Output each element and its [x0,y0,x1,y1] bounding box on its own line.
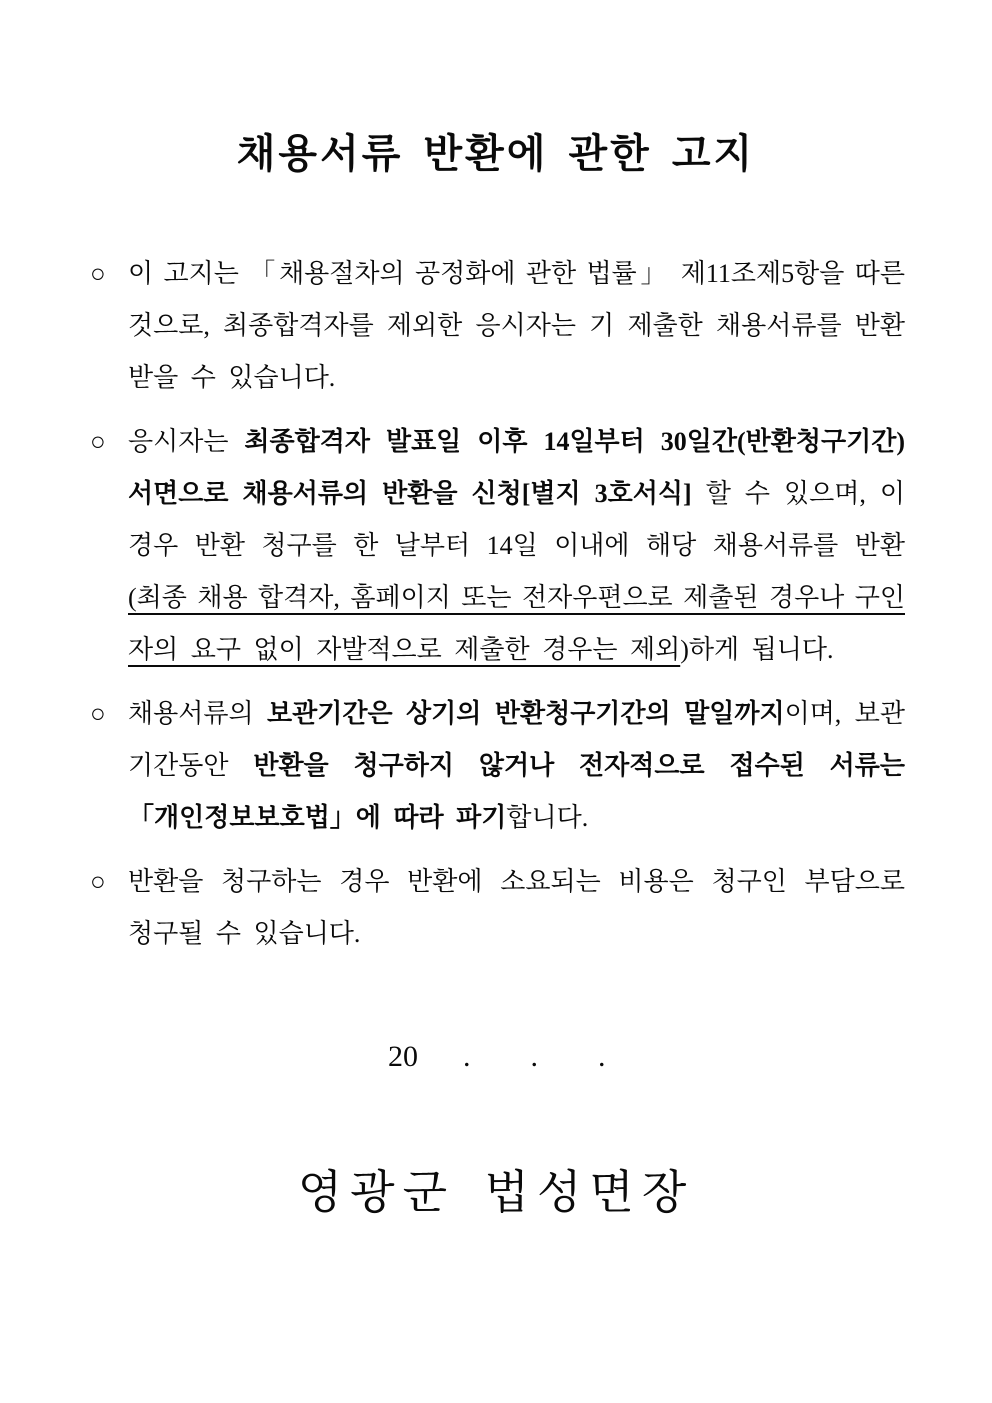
bullet-item [92,248,905,404]
text-line [128,352,905,404]
page-title: 채용서류 반환에 관한 고지 [236,132,756,176]
text-line [128,468,905,520]
text-segment: 받을 수 있습니다. [128,363,336,392]
text-segment: 할 수 있으며, 이 [691,479,905,508]
text-segment: 이며, 보관 [784,699,905,728]
text-segment: )하게 됩니다. [680,635,834,664]
text-line [128,572,905,624]
text-segment: 「개인정보보호법」에 따라 파기 [128,803,507,832]
text-line [128,520,905,572]
text-segment: 보관기간은 상기의 반환청구기간의 말일까지 [267,699,785,728]
text-segment: 것으로, 최종합격자를 제외한 응시자는 기 제출한 채용서류를 반환 [128,311,905,340]
text-segment: 응시자는 [128,427,245,456]
text-segment: 반환을 청구하지 않거나 전자적으로 접수된 서류는 [253,751,905,780]
date-line: 20 . . . [388,1040,606,1073]
circle-bullet-marker: ○ [90,259,106,288]
text-segment: 채용서류의 [128,699,268,728]
text-line [128,856,905,908]
circle-bullet-marker: ○ [90,867,106,896]
text-line [128,300,905,352]
text-line [128,688,905,740]
text-line [128,248,905,300]
signature-issuer: 영광군 법성면장 [297,1167,695,1218]
text-segment: 서면으로 채용서류의 반환을 신청[별지 3호서식] [128,479,692,508]
text-line [128,908,905,960]
text-line [128,416,905,468]
text-segment: 기간동안 [128,751,254,780]
text-segment: 반환을 청구하는 경우 반환에 소요되는 비용은 청구인 부담으로 [128,867,905,896]
circle-bullet-marker: ○ [90,699,106,728]
text-line [128,624,905,676]
bullet-item [92,416,905,676]
bullet-item [92,856,905,960]
text-segment: 청구될 수 있습니다. [128,919,361,948]
text-segment: 합니다. [506,803,589,832]
text-segment: 이 고지는 「채용절차의 공정화에 관한 법률」 제11조제5항을 따른 [128,259,905,288]
notice-bullets [92,248,905,960]
text-line [128,792,905,844]
bullet-item [92,688,905,844]
text-segment: (최종 채용 합격자, 홈페이지 또는 전자우편으로 제출된 경우나 구인 [128,583,905,612]
text-line [128,740,905,792]
circle-bullet-marker: ○ [90,427,106,456]
text-segment: 경우 반환 청구를 한 날부터 14일 이내에 해당 채용서류를 반환 [128,531,905,560]
text-segment: 자의 요구 없이 자발적으로 제출한 경우는 제외 [128,635,681,664]
text-segment: 최종합격자 발표일 이후 14일부터 30일간(반환청구기간) [244,427,905,456]
